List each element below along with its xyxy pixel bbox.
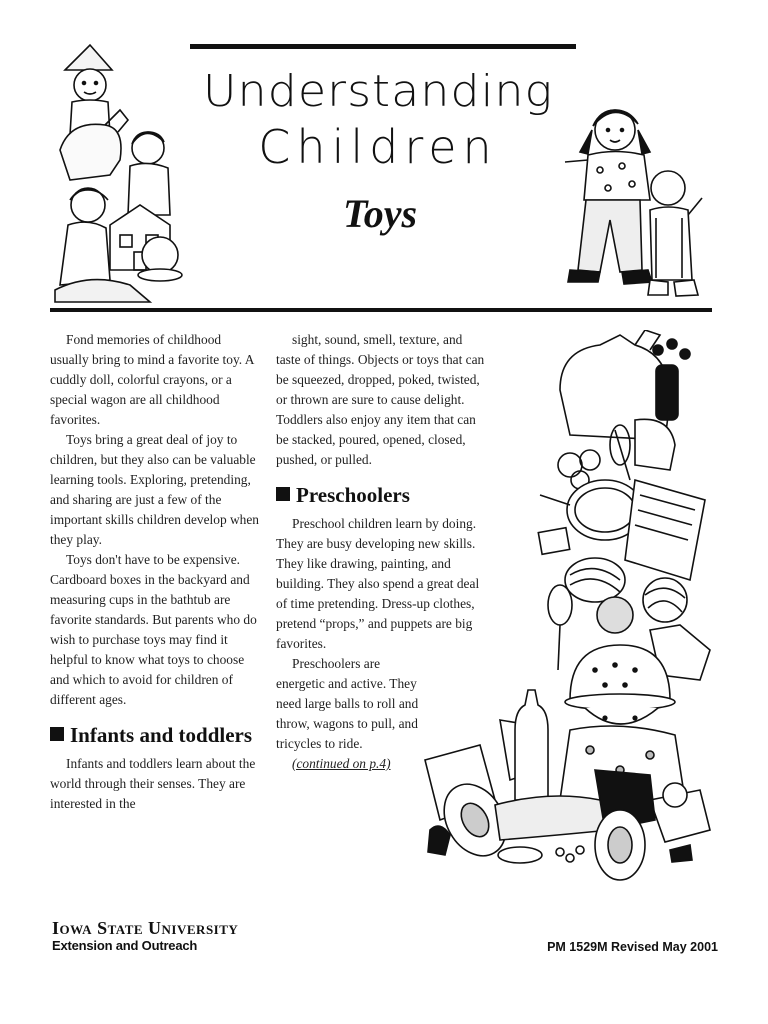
continued-link[interactable]: (continued on p.4)	[292, 756, 391, 771]
heading-bullet-icon	[50, 727, 64, 741]
paragraph-expense: Toys don't have to be expensive. Cardboard boxes in the backyard and measuring cups in the bathtub are favorite standards. But parents who do wish to purchase toys may find it helpful to know what toys to choose and which to avoid for children of different ages.	[50, 552, 257, 707]
continued-note	[276, 754, 426, 774]
heading-bullet-icon	[276, 487, 290, 501]
university-name: Iowa State University	[52, 918, 239, 938]
page-subtitle: Toys	[342, 191, 418, 236]
title-line-2: Children	[258, 120, 498, 174]
publication-code: PM 1529M Revised May 2001	[547, 940, 718, 954]
page-title	[178, 65, 578, 174]
section-rule	[50, 308, 712, 312]
title-line-1: Understanding	[202, 65, 554, 117]
column-1	[50, 330, 262, 814]
children-playing-illustration	[50, 40, 185, 305]
paragraph-senses: sight, sound, smell, texture, and taste of things. Objects or toys that can be squeezed, dropped, poked, twisted, or thrown are sure to cause delight. Toddlers also enjoy any item that can be stacked, poured, opened, closed, pushed, or pulled.	[276, 332, 485, 467]
paragraph-learning-tools: Toys bring a great deal of joy to children, but they also can be valuable learning tools. Exploring, pretending, and sharing are just a few of the important skills children develop when they play.	[50, 432, 259, 547]
heading-infants-toddlers	[50, 722, 262, 748]
university-logo	[52, 918, 238, 954]
paragraph-intro: Fond memories of childhood usually bring to mind a favorite toy. A cuddly doll, colorful crayons, or a special wagon are all childhood favorites.	[50, 332, 254, 427]
heading-infants-toddlers-text: Infants and toddlers	[70, 723, 253, 747]
girl-and-toddler-illustration	[560, 100, 710, 305]
paragraph-infants: Infants and toddlers learn about the world through their senses. They are interested in the	[50, 756, 256, 811]
heading-preschoolers-text: Preschoolers	[296, 483, 410, 507]
top-rule	[190, 44, 576, 49]
paragraph-preschool-learning: Preschool children learn by doing. They are busy developing new skills. They like drawing, painting, and building. They also spend a great deal of time pretending. Dress-up clothes, pretend “props,” and puppets are big favorites.	[276, 516, 480, 651]
toy-pile-illustration	[420, 330, 712, 885]
paragraph-energetic: Preschoolers are energetic and active. They need large balls to roll and throw, wagons to pull, and tricycles to ride.	[276, 656, 419, 751]
extension-name: Extension and Outreach	[52, 938, 198, 953]
